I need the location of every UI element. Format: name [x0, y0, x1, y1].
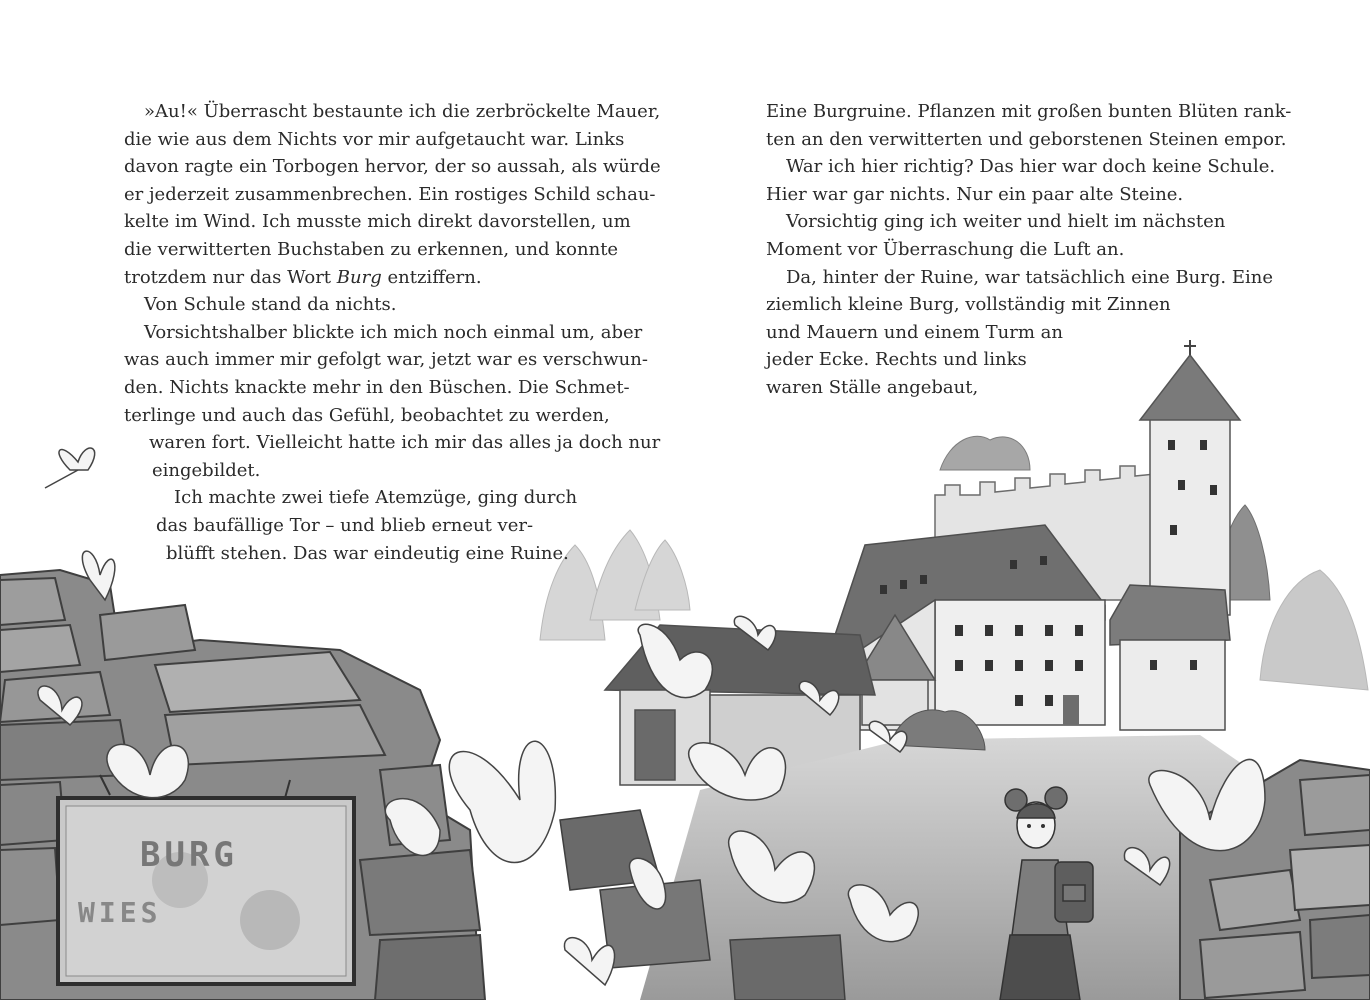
text-line: er jederzeit zusammenbrechen. Ein rostiges Schild schau- — [124, 183, 656, 205]
text-line: ziemlich kleine Burg, vollständig mit Zinnen — [766, 294, 1171, 316]
text-line: Hier war gar nichts. Nur ein paar alte Steine. — [766, 183, 1184, 205]
text-line: Von Schule stand da nichts. — [144, 294, 397, 316]
text-emphasis: Burg — [336, 266, 382, 288]
text-line: Da, hinter der Ruine, war tatsächlich eine Burg. Eine — [786, 266, 1273, 288]
text-line: waren fort. Vielleicht hatte ich mir das alles ja doch nur — [149, 432, 661, 454]
butterfly — [45, 448, 95, 488]
text-line — [124, 264, 624, 292]
text-line: davon ragte ein Torbogen hervor, der so aussah, als würde — [124, 156, 661, 178]
text-line: Vorsichtig ging ich weiter und hielt im nächsten — [786, 211, 1226, 233]
sign-word-bottom: WIES — [78, 896, 162, 929]
text-line: ten an den verwitterten und geborstenen Steinen empor. — [766, 128, 1287, 150]
text-line: Vorsichtshalber blickte ich mich noch einmal um, aber — [144, 321, 643, 343]
text-line: kelte im Wind. Ich musste mich direkt davorstellen, um — [124, 211, 631, 233]
butterfly — [564, 938, 614, 985]
text-line: und Mauern und einem Turm an — [766, 321, 1063, 343]
text-line: waren Ställe angebaut, — [766, 376, 979, 398]
left-page-text — [124, 98, 661, 567]
sign-word-top: BURG — [140, 835, 238, 875]
text-line: eingebildet. — [152, 459, 261, 481]
burg-sign — [58, 775, 354, 984]
text-line: den. Nichts knackte mehr in den Büschen. Die Schmet- — [124, 376, 630, 398]
text-segment: trotzdem nur das Wort — [124, 266, 332, 288]
text-line: Eine Burgruine. Pflanzen mit großen bunten Blüten rank- — [766, 101, 1292, 122]
text-line: jeder Ecke. Rechts und links — [766, 349, 1027, 371]
text-line: »Au!« Überrascht bestaunte ich die zerbröckelte Mauer, — [144, 101, 661, 122]
text-line: blüfft stehen. Das war eindeutig eine Ruine. — [166, 542, 569, 564]
text-line: War ich hier richtig? Das hier war doch keine Schule. — [786, 156, 1276, 178]
right-page-text — [766, 98, 1292, 402]
text-line: die verwitterten Buchstaben zu erkennen, und konnte — [124, 238, 619, 260]
text-segment: entziffern. — [387, 266, 482, 288]
text-line: Ich machte zwei tiefe Atemzüge, ging durch — [174, 487, 578, 509]
text-line: Moment vor Überraschung die Luft an. — [766, 238, 1125, 260]
text-line: das baufällige Tor – und blieb erneut ver- — [156, 514, 534, 536]
text-line: was auch immer mir gefolgt war, jetzt war es verschwun- — [124, 349, 648, 371]
text-line: terlinge und auch das Gefühl, beobachtet zu werden, — [124, 404, 610, 426]
text-line: die wie aus dem Nichts vor mir aufgetaucht war. Links — [124, 128, 625, 150]
